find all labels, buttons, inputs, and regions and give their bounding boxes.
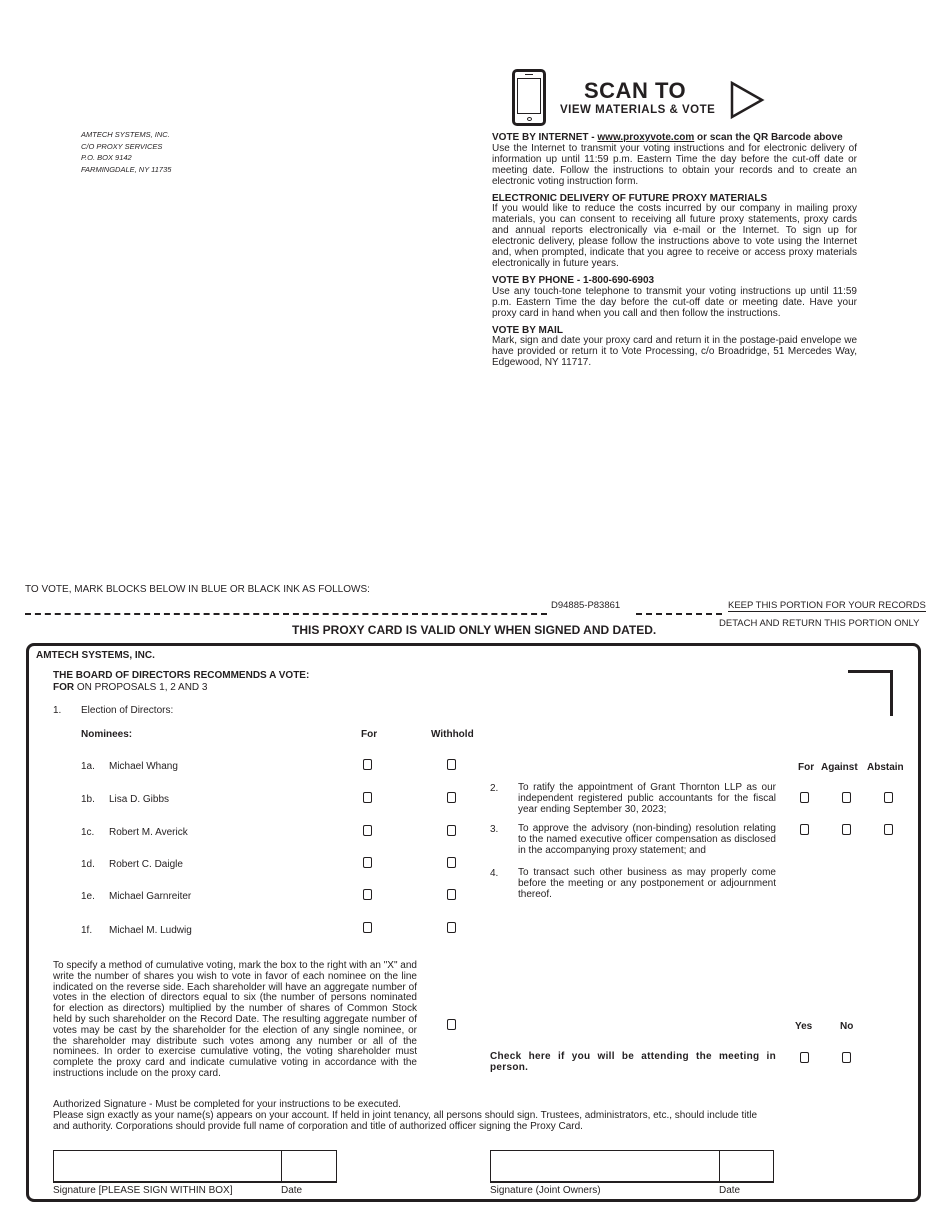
cumulative-voting-text: To specify a method of cumulative voting, mark the box to the right with an "X" and write the number of shares you wish to vote in favor of each nominee on the line indicated on the reverse side. Each shareholder will have an aggregate number of votes in the election of directors equal to six (the number of persons nominated for election as directors) multiplied by the number of shares of Common Stock held by such shareholder on the Record Date. The resulting aggregate number of votes may be cast by the shareholder for the election of any single nominee, or the shareholder may distribute such votes among any number or all of the nominees. In order to exercise cumulative voting, the voting shareholder must complete the proxy card and indicate cumulative voting in accordance with the instructions include on the proxy card. [53,960,417,1079]
withhold-checkbox[interactable] [447,792,456,803]
nominee-number: 1c. [81,827,95,838]
attend-no-checkbox[interactable] [842,1052,851,1063]
address-line: AMTECH SYSTEMS, INC. [81,130,170,139]
for-checkbox[interactable] [363,922,372,933]
phone-body: Use any touch-tone telephone to transmit your voting instructions up until 11:59 p.m. Eastern Time the day before the cut-off date or meeting date. Have your proxy card in hand when you call and then follow the instructions. [492,285,857,319]
nominee-name: Lisa D. Gibbs [109,794,170,805]
signature-instructions [53,1099,776,1132]
for-checkbox[interactable] [363,889,372,900]
date-divider [719,1150,720,1183]
election-number: 1. [53,705,62,716]
nominee-number: 1a. [81,761,95,772]
board-for: FOR [53,682,75,693]
for-checkbox[interactable] [363,759,372,770]
attend-yes-checkbox[interactable] [800,1052,809,1063]
edelivery-heading: ELECTRONIC DELIVERY OF FUTURE PROXY MATERIALS [492,192,768,204]
company-name: AMTECH SYSTEMS, INC. [36,650,155,661]
withhold-checkbox[interactable] [447,825,456,836]
proposal-number: 4. [490,868,499,879]
return-address [81,129,171,175]
proposal-number: 3. [490,824,499,835]
joint-signature-box[interactable] [490,1150,774,1183]
for-checkbox[interactable] [363,792,372,803]
nominee-number: 1b. [81,794,95,805]
withhold-checkbox[interactable] [447,889,456,900]
no-header: No [840,1021,854,1032]
address-line: FARMINGDALE, NY 11735 [81,164,172,174]
play-triangle-icon [729,80,765,120]
detach-line [25,613,547,615]
address-line: C/O PROXY SERVICES [81,141,163,151]
phone-section [492,276,857,320]
nominee-number: 1e. [81,891,95,902]
signature-box[interactable] [53,1150,337,1183]
for-checkbox[interactable] [363,857,372,868]
board-proposals-text: ON PROPOSALS 1, 2 AND 3 [74,682,208,693]
edelivery-section [492,194,857,270]
prop-against-header: Against [821,762,858,773]
cumulative-voting-checkbox[interactable] [447,1019,456,1030]
control-number: D94885-P83861 [551,600,621,611]
corner-mark [848,670,893,716]
withhold-checkbox[interactable] [447,857,456,868]
for-header: For [361,729,378,740]
phone-heading: VOTE BY PHONE - 1-800-690-6903 [492,274,655,286]
authorized-signature-note: Authorized Signature - Must be completed for your instructions to be executed. [53,1099,401,1110]
proposal-number: 2. [490,783,499,794]
detach-portion-label: DETACH AND RETURN THIS PORTION ONLY [719,618,920,629]
yes-header: Yes [795,1021,813,1032]
withhold-checkbox[interactable] [447,922,456,933]
detach-line [636,613,722,615]
proposal-text: To approve the advisory (non-binding) resolution relating to the named executive officer compensation as disclosed in the accompanying proxy statement; and [518,823,776,856]
scan-title: SCAN TO [584,78,687,103]
internet-body: Use the Internet to transmit your voting instructions and for electronic delivery of information up until 11:59 p.m. Eastern Time the day before the cut-off date or meeting date. Follow the instructions to obtain your records and to create an electronic voting instruction form. [492,142,857,187]
attend-meeting-text: Check here if you will be attending the meeting in person. [490,1051,776,1073]
election-label: Election of Directors: [81,705,174,716]
board-recommendation: THE BOARD OF DIRECTORS RECOMMENDS A VOTE: [53,670,310,681]
scan-subtitle: VIEW MATERIALS & VOTE [560,104,716,116]
edelivery-body: If you would like to reduce the costs incurred by our company in mailing proxy materials, you can consent to receiving all future proxy statements, proxy cards and annual reports electronically via e-mail or the Internet. To sign up for electronic delivery, please follow the instructions above to vote using the Internet and, when prompted, indicate that you agree to receive or access proxy materials electronically in future years. [492,203,857,269]
nominee-name: Michael Whang [109,761,178,772]
joint-signature-label: Signature (Joint Owners) [490,1185,601,1196]
proxyvote-link[interactable]: www.proxyvote.com [597,132,695,143]
withhold-checkbox[interactable] [447,759,456,770]
proposal-for-checkbox[interactable] [800,824,809,835]
proposal-abstain-checkbox[interactable] [884,824,893,835]
prop-abstain-header: Abstain [867,762,904,773]
proposal-against-checkbox[interactable] [842,792,851,803]
nominee-number: 1f. [81,925,93,936]
nominee-number: 1d. [81,859,95,870]
proposal-abstain-checkbox[interactable] [884,792,893,803]
sign-instructions: Please sign exactly as your name(s) appears on your account. If held in joint tenancy, all persons should sign. Trustees, administrators, etc., should include title and authority. Corporations should provide full name of corporation and title of authorized officer signing the Proxy Card. [53,1110,758,1132]
mobile-phone-icon [512,69,546,126]
proposal-text: To ratify the appointment of Grant Thornton LLP as our independent registered public accountants for the fiscal year ending September 30, 2023; [518,782,776,815]
nominee-name: Robert M. Averick [109,827,188,838]
valid-notice: THIS PROXY CARD IS VALID ONLY WHEN SIGNED AND DATED. [292,623,657,637]
nominee-name: Robert C. Daigle [109,859,183,870]
prop-for-header: For [798,762,815,773]
board-proposals [53,682,208,693]
to-vote-instructions: TO VOTE, MARK BLOCKS BELOW IN BLUE OR BLACK INK AS FOLLOWS: [25,584,370,595]
mail-body: Mark, sign and date your proxy card and return it in the postage-paid envelope we have provided or return it to Vote Processing, c/o Broadridge, 51 Mercedes Way, Edgewood, NY 11717. [492,335,857,369]
internet-section [492,133,857,188]
internet-heading: VOTE BY INTERNET - [492,132,598,143]
proposal-text: To transact such other business as may properly come before the meeting or any postponement or adjournment thereof. [518,867,776,900]
mail-heading: VOTE BY MAIL [492,324,563,336]
address-line: P.O. BOX 9142 [81,153,132,162]
nominees-header: Nominees: [81,729,133,740]
signature-label: Signature [PLEASE SIGN WITHIN BOX] [53,1185,233,1196]
nominee-name: Michael M. Ludwig [109,925,192,936]
nominee-name: Michael Garnreiter [109,891,192,902]
mail-section [492,326,857,370]
voting-instructions [492,133,857,375]
withhold-header: Withhold [431,729,474,740]
proposal-for-checkbox[interactable] [800,792,809,803]
date-label: Date [281,1185,303,1196]
proposal-against-checkbox[interactable] [842,824,851,835]
date-divider [281,1150,282,1183]
keep-portion-label: KEEP THIS PORTION FOR YOUR RECORDS [728,600,926,611]
date-label: Date [719,1185,741,1196]
internet-heading-tail: or scan the QR Barcode above [694,132,843,143]
for-checkbox[interactable] [363,825,372,836]
